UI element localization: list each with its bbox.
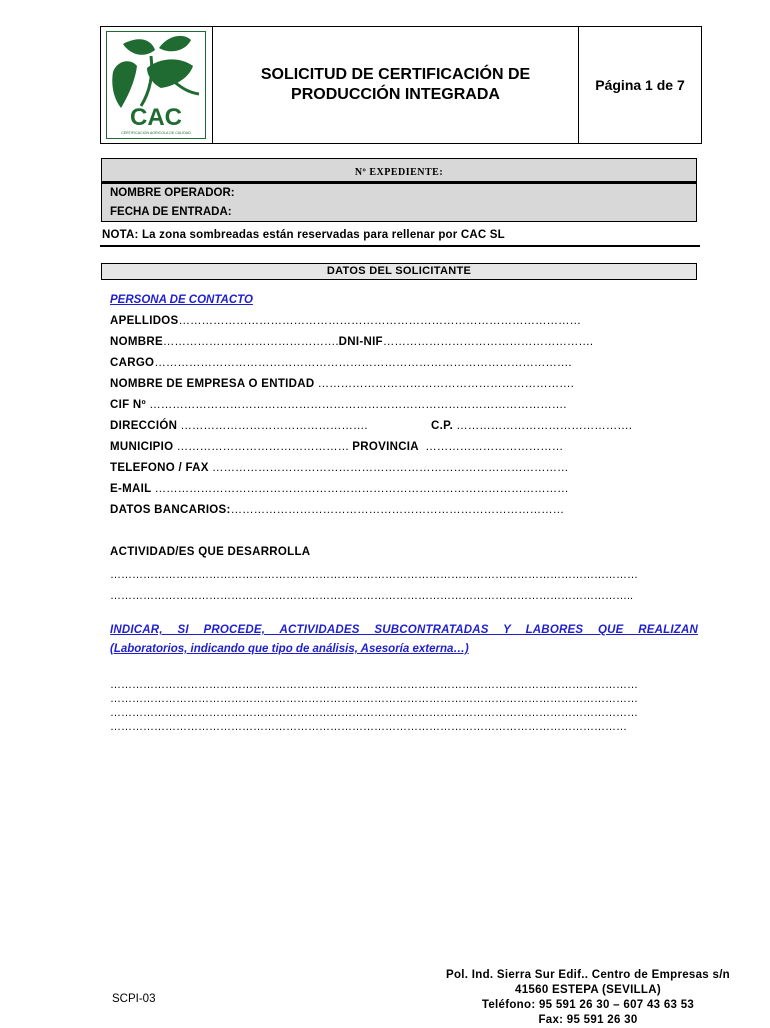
document-title: SOLICITUD DE CERTIFICACIÓN DE PRODUCCIÓN INTEGRADA <box>260 66 531 103</box>
address-line: 41560 ESTEPA (SEVILLA) <box>515 984 661 996</box>
subcontratadas-heading: INDICAR, SI PROCEDE, ACTIVIDADES SUBCONTRATADAS Y LABORES QUE REALIZAN <box>110 624 698 636</box>
logo-subtext: CERTIFICACION AGRICOLA DE CALIDAD <box>121 131 191 135</box>
field-label: CIF Nº <box>110 399 147 411</box>
empresa-field[interactable] <box>110 378 574 390</box>
field-label: TELEFONO / FAX <box>110 462 209 474</box>
address-line: Pol. Ind. Sierra Sur Edif.. Centro de Empresas s/n <box>445 969 731 981</box>
field-label: APELLIDOS <box>110 315 179 327</box>
direccion-field[interactable] <box>110 420 368 432</box>
fill-dots: ………………………………………………………………………………………………. <box>154 357 572 369</box>
operador-label: NOMBRE OPERADOR: <box>110 187 235 199</box>
page-cell <box>579 27 701 143</box>
subcontratadas-line-2[interactable]: ……………………………………………………………………………………………………………………………… <box>110 693 638 705</box>
fill-dots: ……………………………………………………………………………………………… <box>151 483 569 495</box>
nota-text: NOTA: La zona sombreadas están reservadas para rellenar por CAC SL <box>102 229 505 241</box>
field-label: C.P. <box>431 420 454 432</box>
cac-logo <box>106 31 206 139</box>
telefono-field[interactable] <box>110 462 568 474</box>
cargo-field[interactable] <box>110 357 572 369</box>
field-label: DIRECCIÓN <box>110 420 178 432</box>
fill-dots: ………………………………………………………………………………… <box>208 462 569 474</box>
field-label: MUNICIPIO <box>110 441 174 453</box>
fill-dots: ……………………………………… <box>173 441 353 453</box>
phone-line: Teléfono: 95 591 26 30 – 607 43 63 53 <box>481 999 695 1011</box>
section-title: DATOS DEL SOLICITANTE <box>101 263 697 280</box>
fill-dots: ………………………………………………. <box>382 336 594 348</box>
datos-bancarios-field[interactable] <box>110 504 564 516</box>
fecha-entrada-label: FECHA DE ENTRADA: <box>110 206 232 218</box>
document-code: SCPI-03 <box>112 993 156 1005</box>
field-label: CARGO <box>110 357 155 369</box>
subcontratadas-line-3[interactable]: ……………………………………………………………………………………………………………………………… <box>110 707 638 719</box>
divider <box>100 245 700 247</box>
nombre-field[interactable] <box>110 336 593 348</box>
field-label: DATOS BANCARIOS: <box>110 504 231 516</box>
logo-cell <box>101 27 213 143</box>
field-label: NOMBRE DE EMPRESA O ENTIDAD <box>110 378 315 390</box>
actividades-line-1[interactable]: ……………………………………………………………………………………………………………………………… <box>110 569 638 581</box>
subcontratadas-line-4[interactable]: …………………………………………………………………………………………………………………………… <box>110 721 627 733</box>
divider <box>102 181 696 184</box>
leaf-logo-icon <box>107 32 205 138</box>
page-number: Página 1 de 7 <box>595 77 685 93</box>
actividades-line-2[interactable]: …………………………………………………………………………………………………………………………….. <box>110 590 634 602</box>
document-header <box>100 26 702 144</box>
footer-address <box>428 968 748 1028</box>
fill-dots: ………………………………………. <box>162 336 339 348</box>
email-field[interactable] <box>110 483 569 495</box>
field-label: DNI-NIF <box>338 336 383 348</box>
reserved-admin-box <box>101 158 697 222</box>
apellidos-field[interactable] <box>110 315 581 327</box>
municipio-field[interactable] <box>110 441 563 453</box>
field-label: PROVINCIA <box>352 441 419 453</box>
cp-field[interactable] <box>431 420 632 432</box>
fax-line: Fax: 95 591 26 30 <box>538 1014 638 1026</box>
fill-dots: …………………………………………………………. <box>314 378 574 390</box>
title-cell <box>213 27 579 143</box>
fill-dots: …………………………………………. <box>177 420 368 432</box>
fill-dots: ………………………………………. <box>453 420 632 432</box>
expediente-label: Nº EXPEDIENTE: <box>354 167 444 178</box>
contact-heading: PERSONA DE CONTACTO <box>110 294 253 306</box>
subcontratadas-subheading: (Laboratorios, indicando que tipo de análisis, Asesoría externa…) <box>110 643 469 655</box>
logo-text: CAC <box>130 104 182 131</box>
fill-dots: …………………………………………………………………………………………… <box>178 315 582 327</box>
fill-dots: …………………………………………………………………………… <box>230 504 565 516</box>
field-label: E-MAIL <box>110 483 152 495</box>
fill-dots: ……………………………… <box>418 441 564 453</box>
fill-dots: ………………………………………………………………………………………………. <box>146 399 567 411</box>
field-label: NOMBRE <box>110 336 163 348</box>
actividades-label: ACTIVIDAD/ES QUE DESARROLLA <box>110 546 311 558</box>
cif-field[interactable] <box>110 399 566 411</box>
subcontratadas-line-1[interactable]: ……………………………………………………………………………………………………………………………… <box>110 679 638 691</box>
